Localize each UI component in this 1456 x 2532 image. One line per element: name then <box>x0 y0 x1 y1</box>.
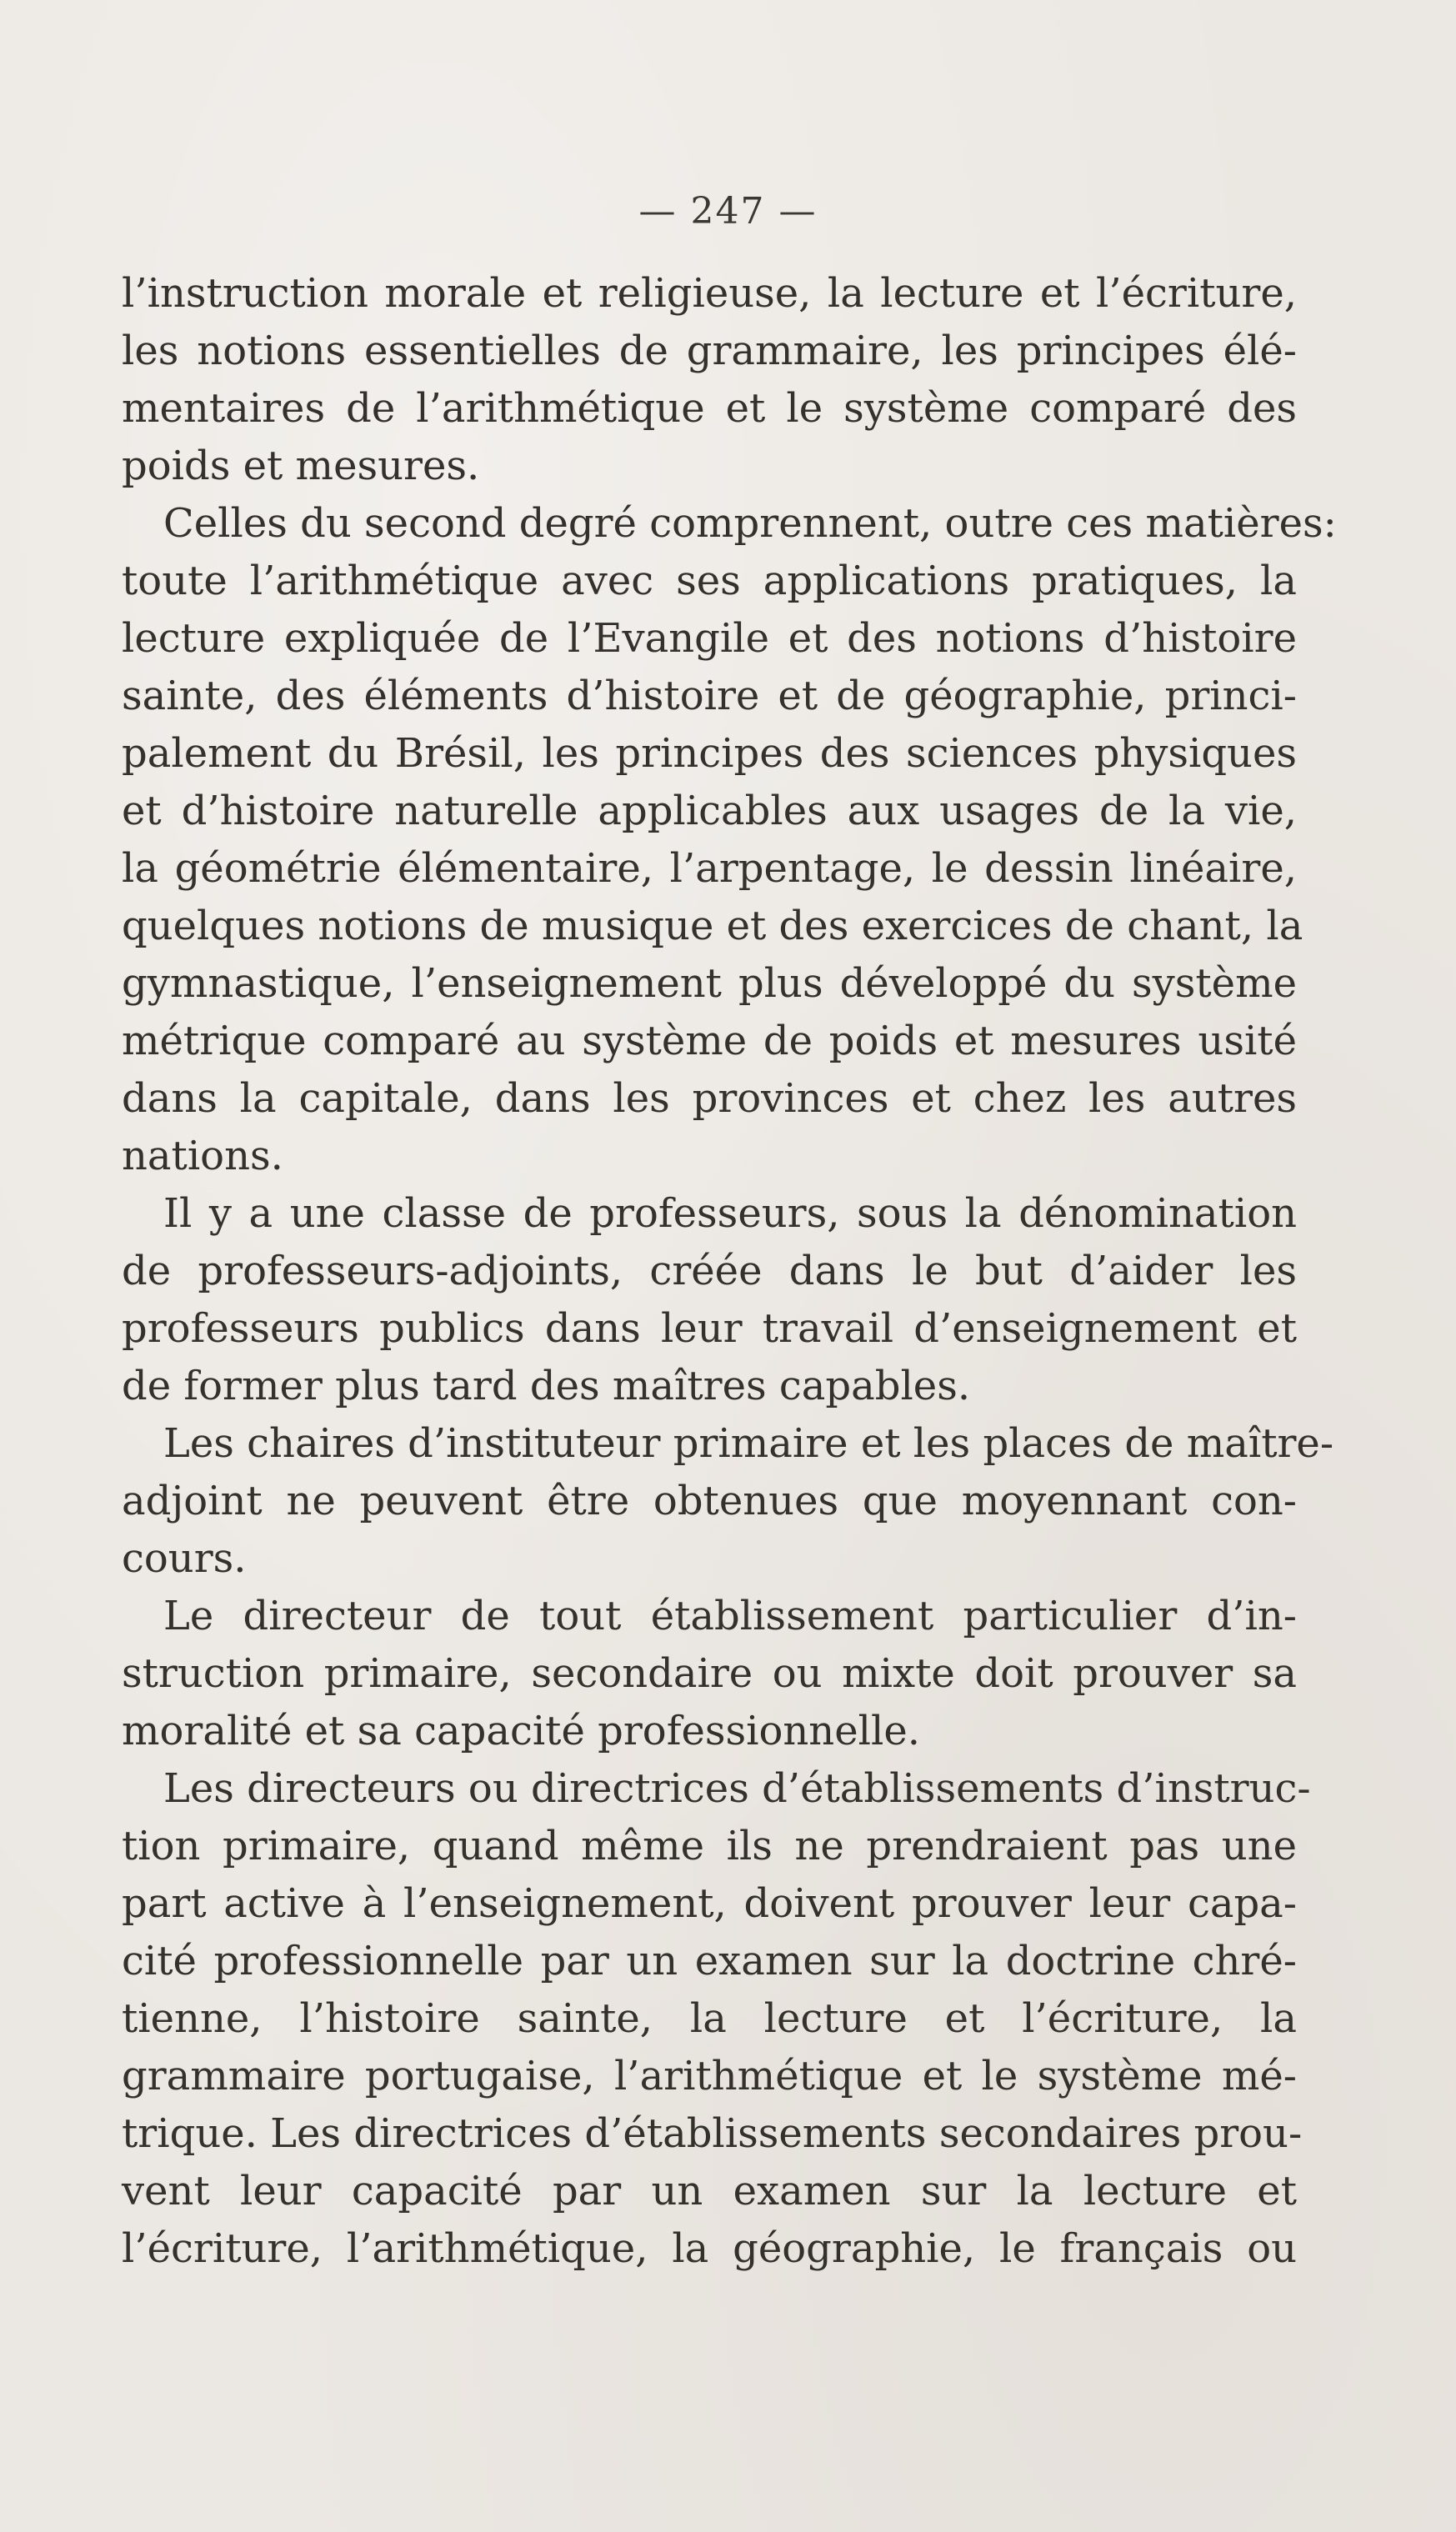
text-line: trique. Les directrices d’établissements secondaires prou- <box>122 2110 1303 2157</box>
text-line: cours. <box>122 1535 247 1582</box>
text-line: Le directeur de tout établissement particulier d’in- <box>163 1593 1297 1639</box>
text-line: palement du Brésil, les principes des sciences physiques <box>122 730 1297 777</box>
text-line: nations. <box>122 1133 283 1179</box>
text-line: dans la capitale, dans les provinces et chez les autres <box>122 1075 1297 1122</box>
text-line: de professeurs-adjoints, créée dans le but d’aider les <box>122 1248 1297 1294</box>
text-line: struction primaire, secondaire ou mixte doit prouver sa <box>122 1650 1297 1697</box>
text-line: adjoint ne peuvent être obtenues que moyennant con- <box>122 1478 1297 1524</box>
text-line: de former plus tard des maîtres capables. <box>122 1363 971 1409</box>
text-line: professeurs publics dans leur travail d’enseignement et <box>122 1305 1297 1352</box>
text-line: gymnastique, l’enseignement plus développé du système <box>122 960 1297 1007</box>
text-line: grammaire portugaise, l’arithmétique et le système mé- <box>122 2053 1297 2099</box>
body-text <box>122 265 1337 2278</box>
text-line: et d’histoire naturelle applicables aux usages de la vie, <box>122 788 1297 834</box>
text-line: Il y a une classe de professeurs, sous la dénomination <box>163 1190 1297 1237</box>
text-line: sainte, des éléments d’histoire et de géographie, princi- <box>122 673 1297 719</box>
text-line: tienne, l’histoire sainte, la lecture et l’écriture, la <box>122 1995 1297 2042</box>
text-line: vent leur capacité par un examen sur la lecture et <box>122 2168 1297 2214</box>
text-line: quelques notions de musique et des exercices de chant, la <box>122 903 1303 949</box>
text-line: métrique comparé au système de poids et mesures usité <box>122 1018 1297 1064</box>
text-line: toute l’arithmétique avec ses applications pratiques, la <box>122 558 1297 604</box>
text-line: l’écriture, l’arithmétique, la géographie, le français ou <box>122 2225 1297 2272</box>
text-line: Celles du second degré comprennent, outre ces matières: <box>163 500 1337 547</box>
text-line: part active à l’enseignement, doivent prouver leur capa- <box>122 1880 1297 1927</box>
page-number: — 247 — <box>638 190 818 233</box>
text-line: lecture expliquée de l’Evangile et des notions d’histoire <box>122 615 1297 662</box>
text-line: moralité et sa capacité professionnelle. <box>122 1708 920 1754</box>
text-line: tion primaire, quand même ils ne prendraient pas une <box>122 1823 1297 1869</box>
text-line: les notions essentielles de grammaire, les principes élé- <box>122 328 1297 374</box>
text-line: poids et mesures. <box>122 443 480 489</box>
text-line: l’instruction morale et religieuse, la lecture et l’écriture, <box>122 270 1297 317</box>
text-line: la géométrie élémentaire, l’arpentage, le dessin linéaire, <box>122 845 1297 892</box>
text-line: Les directeurs ou directrices d’établissements d’instruc- <box>163 1765 1311 1812</box>
text-line: Les chaires d’instituteur primaire et les places de maître- <box>163 1420 1334 1467</box>
text-line: cité professionnelle par un examen sur la doctrine chré- <box>122 1938 1297 1984</box>
text-line: mentaires de l’arithmétique et le système comparé des <box>122 385 1297 432</box>
